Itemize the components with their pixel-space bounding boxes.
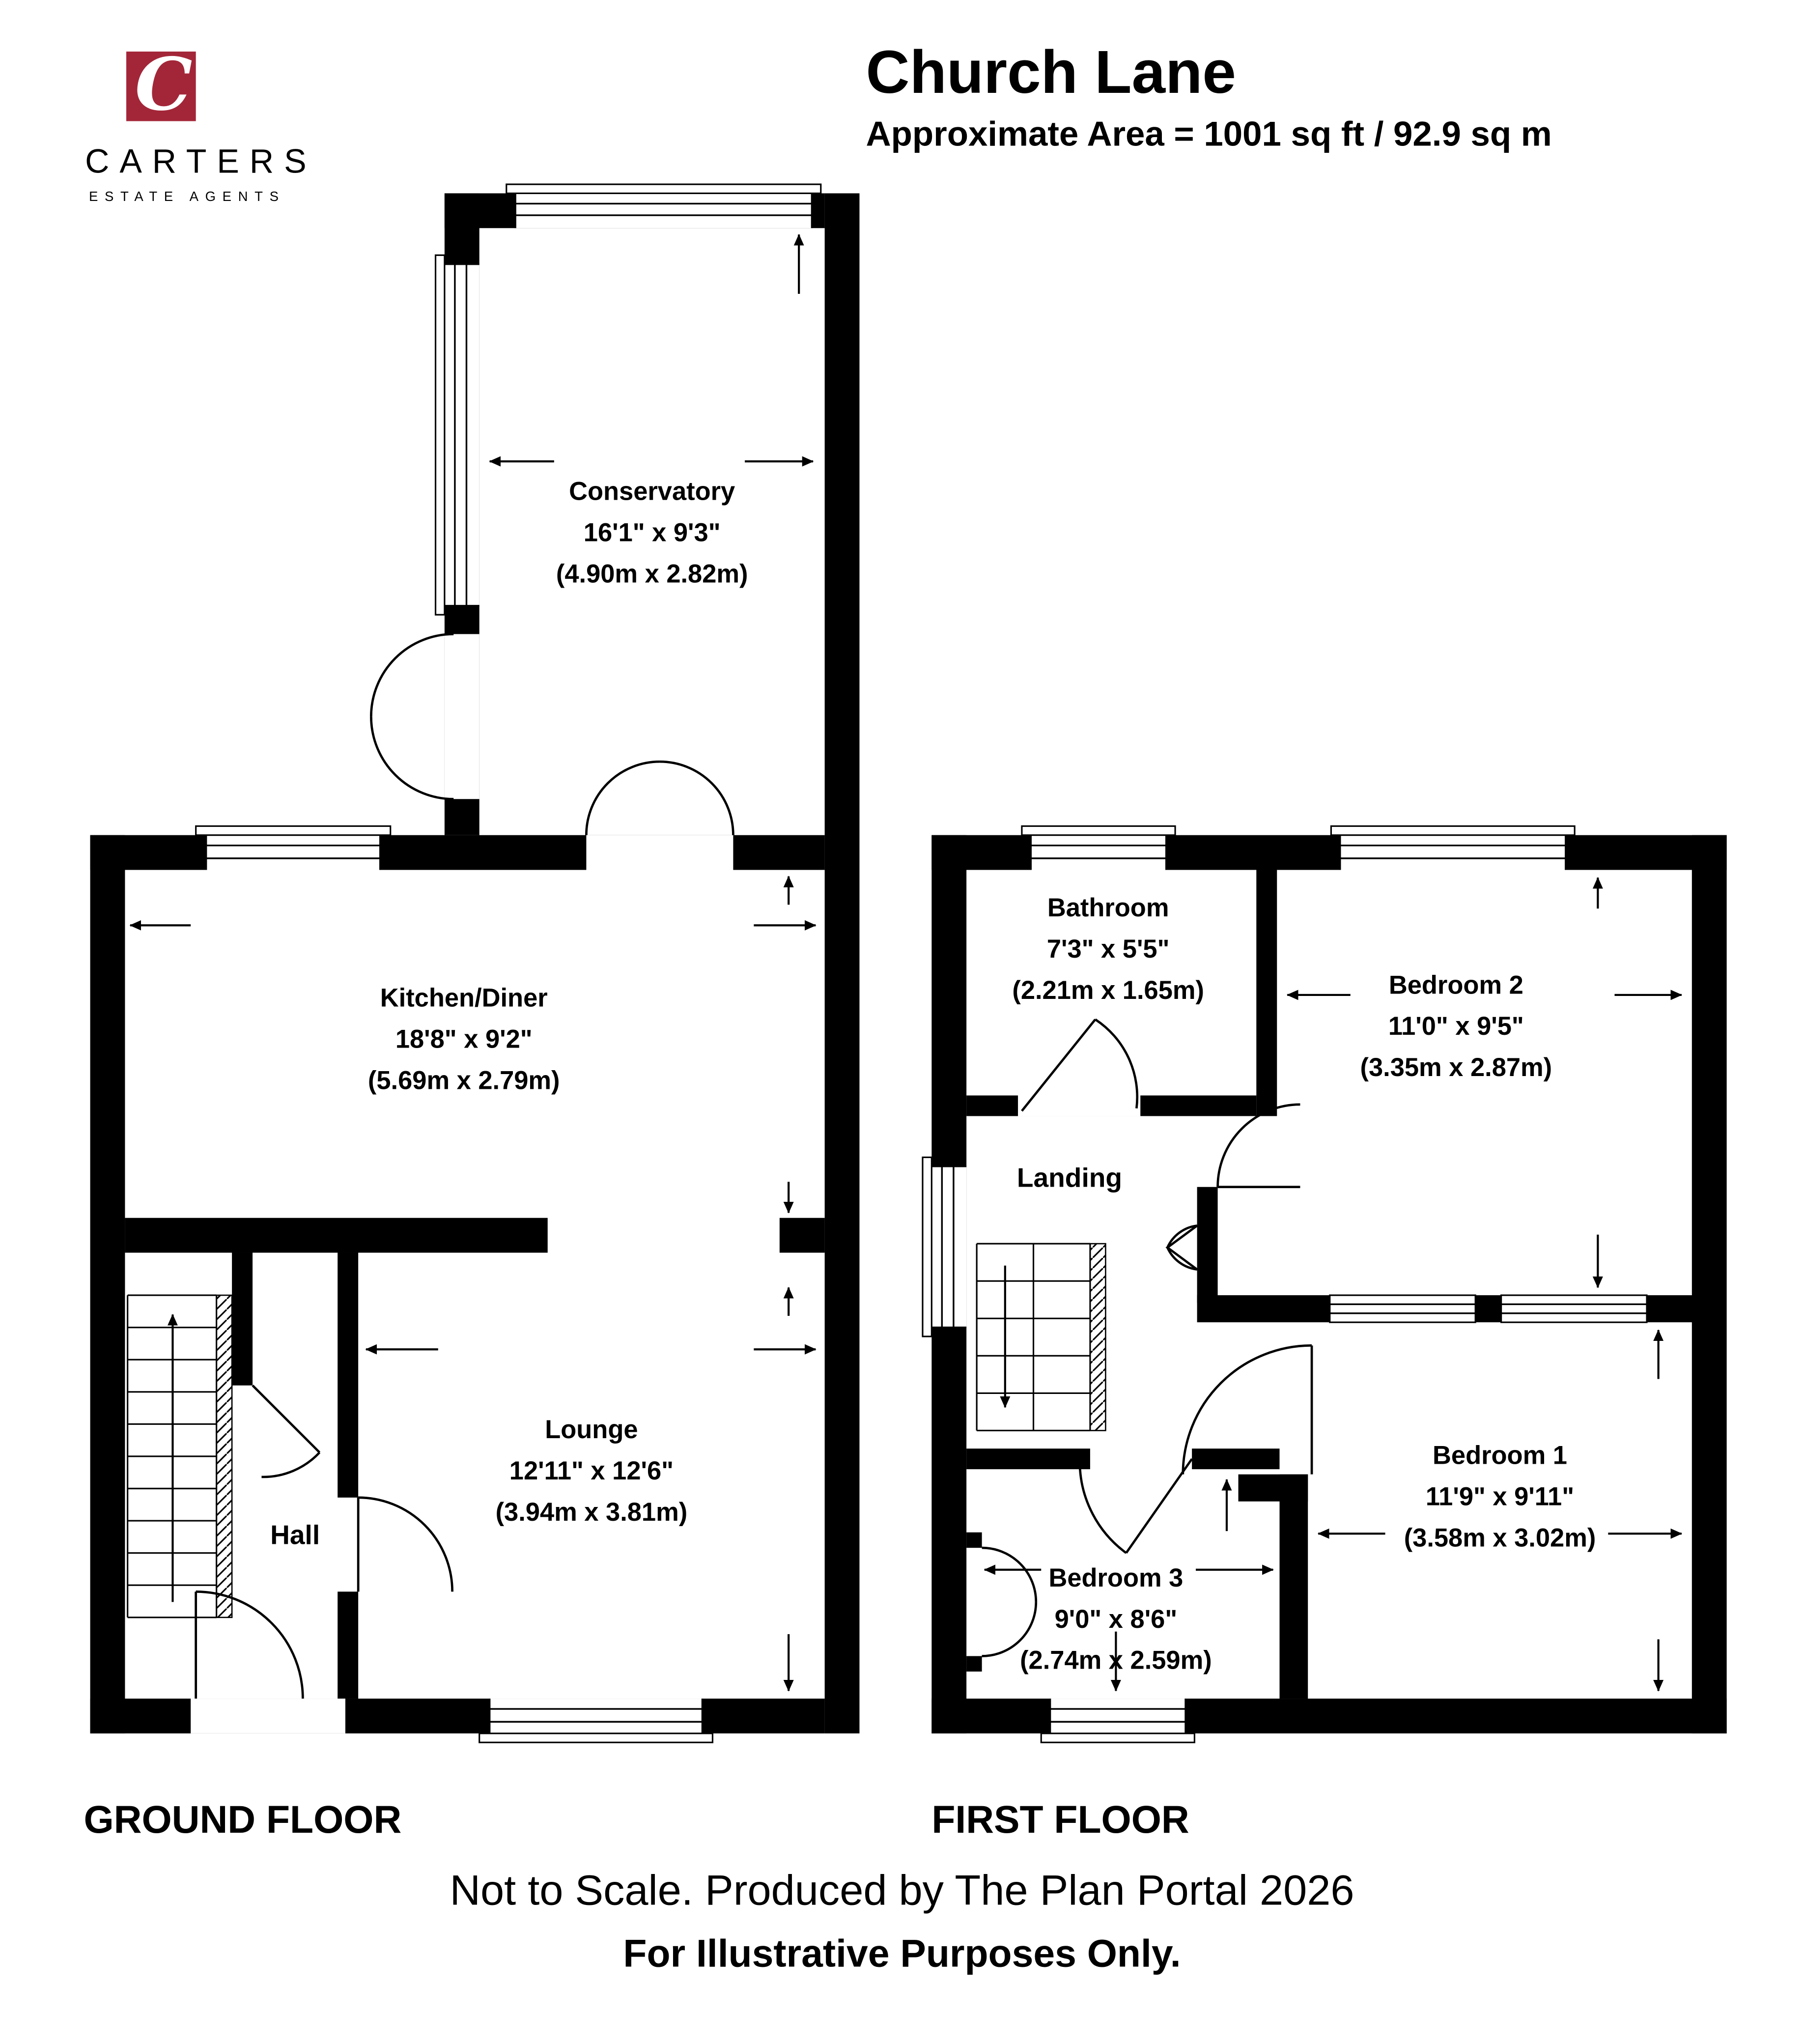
wardrobe-divider (1475, 1295, 1501, 1322)
svg-text:16'1" x 9'3": 16'1" x 9'3" (583, 518, 721, 547)
bathroom-door (1018, 1020, 1140, 1116)
bedroom1-top-wall-end (1647, 1295, 1694, 1322)
carters-logo (85, 42, 316, 204)
svg-text:18'8" x 9'2": 18'8" x 9'2" (395, 1025, 533, 1054)
ground-floor-label: GROUND FLOOR (84, 1797, 402, 1841)
kitchen-label (368, 984, 560, 1095)
kitchen-lounge-stub (780, 1218, 825, 1253)
hall-wall-upper (338, 1253, 358, 1498)
svg-text:(2.21m x 1.65m): (2.21m x 1.65m) (1012, 976, 1204, 1005)
bathroom-label (1012, 894, 1204, 1005)
east-wall (825, 193, 860, 1733)
footer-illustrative: For Illustrative Purposes Only. (623, 1931, 1181, 1975)
first-floor-label: FIRST FLOOR (931, 1797, 1189, 1841)
bedroom3-top-wall (966, 1448, 1090, 1469)
bedroom2-bottom-wall (1197, 1295, 1330, 1322)
kitchen-window (196, 826, 391, 870)
hall-label: Hall (270, 1519, 320, 1550)
bathroom-right-wall (1256, 870, 1277, 1116)
conservatory-window-left (436, 255, 479, 615)
bedroom2-left-wall (1197, 1187, 1218, 1303)
hall-wall-lower (338, 1591, 358, 1699)
conservatory-kitchen-doors (586, 762, 733, 870)
page-title: Church Lane (866, 38, 1236, 106)
bedroom3-label (1020, 1564, 1212, 1675)
first-floor-plan (923, 826, 1727, 1742)
conservatory-window-top (507, 184, 821, 228)
ff-stairs (977, 1244, 1105, 1430)
svg-text:(2.74m x 2.59m): (2.74m x 2.59m) (1020, 1646, 1212, 1675)
bed1-bed3-divider (1279, 1475, 1308, 1699)
svg-text:12'11" x 12'6": 12'11" x 12'6" (509, 1457, 674, 1486)
bedroom3-door (1080, 1459, 1192, 1553)
svg-text:Bedroom 3: Bedroom 3 (1048, 1563, 1184, 1592)
gf-stairs (128, 1295, 232, 1618)
logo-monogram-icon: C (135, 41, 193, 127)
svg-text:Lounge: Lounge (545, 1416, 638, 1445)
hall-lounge-door (358, 1498, 452, 1591)
logo-tagline: ESTATE AGENTS (88, 189, 285, 204)
conservatory-french-doors (371, 634, 479, 799)
lounge-window (479, 1699, 713, 1742)
svg-text:Conservatory: Conservatory (569, 477, 735, 506)
svg-text:7'3" x 5'5": 7'3" x 5'5" (1046, 935, 1170, 964)
footer-disclaimer: Not to Scale. Produced by The Plan Portal 2026 (450, 1867, 1354, 1914)
kitchen-lounge-wall (125, 1218, 547, 1253)
ground-floor-plan (90, 184, 860, 1742)
svg-text:(4.90m x 2.82m): (4.90m x 2.82m) (556, 560, 748, 589)
ff-right-wall (1692, 835, 1727, 1733)
cupboard-stub-lower (966, 1656, 982, 1671)
svg-text:(3.94m x 3.81m): (3.94m x 3.81m) (495, 1498, 688, 1527)
svg-text:9'0" x 8'6": 9'0" x 8'6" (1054, 1605, 1178, 1634)
cupboard-stub-upper (966, 1533, 982, 1548)
landing-window (923, 1157, 966, 1336)
front-door (191, 1591, 345, 1733)
bedroom2-window (1331, 826, 1575, 870)
svg-text:11'0" x 9'5": 11'0" x 9'5" (1388, 1012, 1524, 1041)
conservatory-label (556, 478, 748, 589)
bedroom3-window (1041, 1699, 1194, 1742)
landing-label: Landing (1016, 1162, 1123, 1193)
page-subtitle: Approximate Area = 1001 sq ft / 92.9 sq m (866, 114, 1552, 154)
svg-text:11'9" x 9'11": 11'9" x 9'11" (1425, 1482, 1575, 1511)
landing-cupboard-doors (1167, 1225, 1197, 1269)
svg-text:Bedroom 1: Bedroom 1 (1433, 1441, 1567, 1470)
bedroom1-label (1404, 1442, 1596, 1553)
svg-text:Bedroom 2: Bedroom 2 (1388, 971, 1523, 1000)
svg-text:(3.35m x 2.87m): (3.35m x 2.87m) (1360, 1053, 1552, 1082)
understairs-wall (232, 1253, 253, 1386)
kitchen-hall-door (253, 1386, 319, 1477)
svg-text:Bathroom: Bathroom (1047, 893, 1169, 922)
bathroom-window (1022, 826, 1175, 870)
bedroom2-label (1360, 971, 1552, 1082)
logo-name: CARTERS (85, 142, 317, 180)
bed1-door-stub (1239, 1475, 1308, 1502)
bedroom3-cupboard-doors (982, 1548, 1036, 1656)
svg-text:Kitchen/Diner: Kitchen/Diner (380, 984, 548, 1013)
bedroom2-door (1218, 1105, 1300, 1187)
svg-text:(3.58m x 3.02m): (3.58m x 3.02m) (1404, 1524, 1596, 1553)
lounge-label (496, 1416, 688, 1527)
svg-text:(5.69m x 2.79m): (5.69m x 2.79m) (367, 1066, 560, 1095)
gf-left-wall (90, 835, 125, 1733)
bedroom3-top-stub (1192, 1448, 1279, 1469)
